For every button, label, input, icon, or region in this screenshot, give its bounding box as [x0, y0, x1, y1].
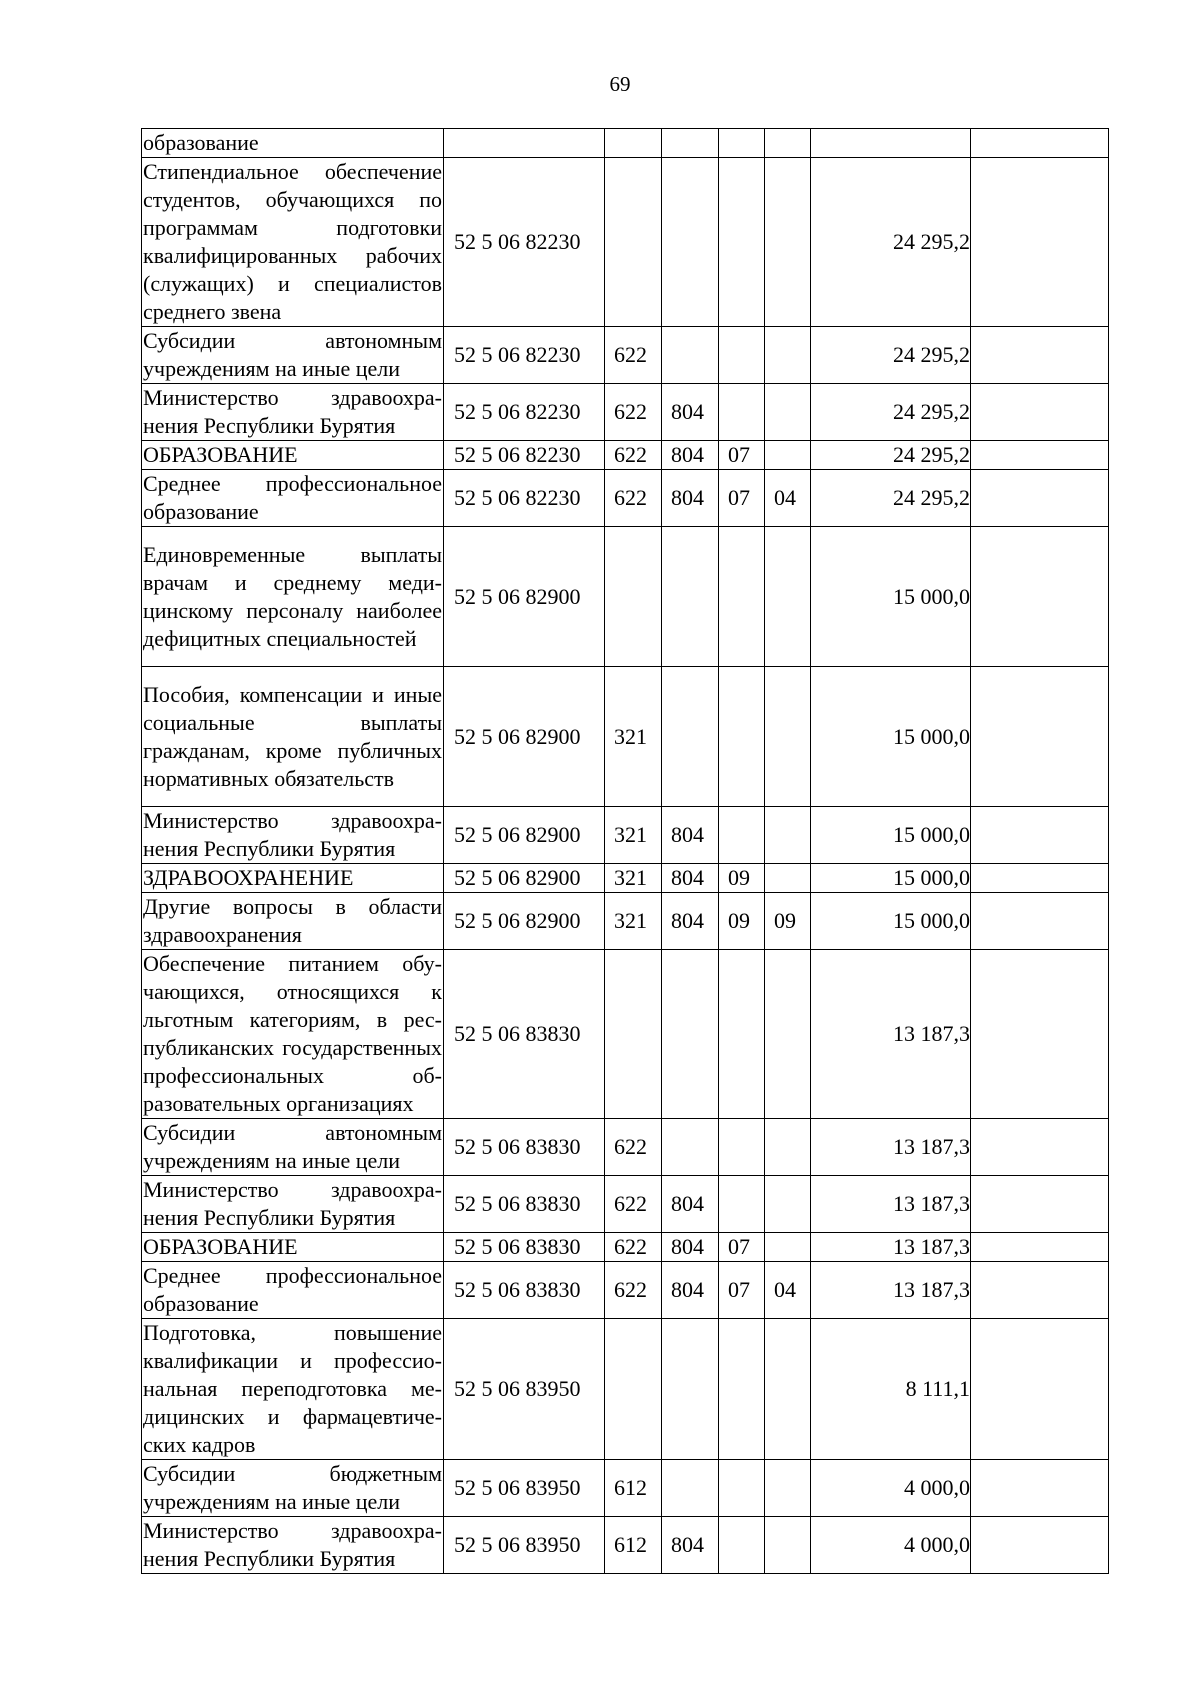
section-code-cell — [719, 1319, 765, 1460]
expense-type-code-cell — [605, 129, 662, 158]
ministry-code-cell: 804 — [662, 1176, 719, 1233]
table-row — [142, 667, 1109, 807]
subsection-code-cell — [765, 129, 811, 158]
extra-amount-cell — [971, 1233, 1109, 1262]
table-row — [142, 327, 1109, 384]
target-article-code-cell: 52 5 06 83830 — [444, 1233, 605, 1262]
target-article-code-cell: 52 5 06 82900 — [444, 807, 605, 864]
subsection-code-cell: 04 — [765, 470, 811, 527]
amount-cell — [811, 129, 971, 158]
subsection-code-cell: 09 — [765, 893, 811, 950]
section-code-cell — [719, 327, 765, 384]
table-row — [142, 1119, 1109, 1176]
ministry-code-cell — [662, 327, 719, 384]
expense-type-code-cell: 321 — [605, 864, 662, 893]
target-article-code-cell: 52 5 06 82900 — [444, 667, 605, 807]
table-row — [142, 158, 1109, 327]
table-row — [142, 1517, 1109, 1574]
ministry-code-cell — [662, 158, 719, 327]
page-number: 69 — [609, 72, 631, 96]
row-name-cell: Другие вопросы в области здравоохранения — [142, 893, 444, 950]
extra-amount-cell — [971, 1460, 1109, 1517]
amount-cell: 15 000,0 — [811, 527, 971, 667]
section-code-cell — [719, 950, 765, 1119]
extra-amount-cell — [971, 807, 1109, 864]
amount-cell: 24 295,2 — [811, 384, 971, 441]
target-article-code-cell: 52 5 06 82230 — [444, 327, 605, 384]
extra-amount-cell — [971, 470, 1109, 527]
target-article-code-cell: 52 5 06 82230 — [444, 441, 605, 470]
table-row — [142, 129, 1109, 158]
expense-type-code-cell: 622 — [605, 1233, 662, 1262]
subsection-code-cell — [765, 864, 811, 893]
table-row — [142, 470, 1109, 527]
row-name-cell: Единовременные выплаты врачам и среднему медицинскому персоналу наиболее дефицитных специальностей — [142, 527, 444, 667]
section-code-cell — [719, 527, 765, 667]
subsection-code-cell — [765, 158, 811, 327]
row-name-cell: ОБРАЗОВАНИЕ — [142, 441, 444, 470]
subsection-code-cell — [765, 667, 811, 807]
row-name-cell: Субсидии автономным учреждениям на иные цели — [142, 1119, 444, 1176]
target-article-code-cell: 52 5 06 82900 — [444, 893, 605, 950]
expense-type-code-cell: 622 — [605, 327, 662, 384]
section-code-cell — [719, 129, 765, 158]
target-article-code-cell: 52 5 06 82900 — [444, 864, 605, 893]
target-article-code-cell — [444, 129, 605, 158]
amount-cell: 8 111,1 — [811, 1319, 971, 1460]
extra-amount-cell — [971, 1517, 1109, 1574]
expense-type-code-cell: 622 — [605, 1262, 662, 1319]
expense-type-code-cell — [605, 527, 662, 667]
subsection-code-cell — [765, 1319, 811, 1460]
subsection-code-cell — [765, 1517, 811, 1574]
target-article-code-cell: 52 5 06 83950 — [444, 1517, 605, 1574]
subsection-code-cell — [765, 441, 811, 470]
expense-type-code-cell: 321 — [605, 893, 662, 950]
row-name-cell: ЗДРАВООХРАНЕНИЕ — [142, 864, 444, 893]
extra-amount-cell — [971, 441, 1109, 470]
subsection-code-cell — [765, 327, 811, 384]
target-article-code-cell: 52 5 06 83950 — [444, 1319, 605, 1460]
expense-type-code-cell — [605, 1319, 662, 1460]
table-row — [142, 1319, 1109, 1460]
section-code-cell: 09 — [719, 893, 765, 950]
target-article-code-cell: 52 5 06 83830 — [444, 1262, 605, 1319]
section-code-cell — [719, 1176, 765, 1233]
extra-amount-cell — [971, 1119, 1109, 1176]
amount-cell: 13 187,3 — [811, 1176, 971, 1233]
section-code-cell — [719, 1460, 765, 1517]
amount-cell: 15 000,0 — [811, 864, 971, 893]
ministry-code-cell — [662, 129, 719, 158]
amount-cell: 13 187,3 — [811, 1233, 971, 1262]
section-code-cell — [719, 807, 765, 864]
table-row — [142, 807, 1109, 864]
table-row — [142, 1460, 1109, 1517]
row-name-cell: Субсидии бюджетным учреждениям на иные цели — [142, 1460, 444, 1517]
ministry-code-cell: 804 — [662, 1233, 719, 1262]
expense-type-code-cell: 321 — [605, 807, 662, 864]
section-code-cell — [719, 384, 765, 441]
row-name-cell: Пособия, компенсации и иные социальные выплаты гражданам, кроме публичных нормативных обязательств — [142, 667, 444, 807]
table-row — [142, 1176, 1109, 1233]
extra-amount-cell — [971, 950, 1109, 1119]
extra-amount-cell — [971, 667, 1109, 807]
amount-cell: 13 187,3 — [811, 950, 971, 1119]
subsection-code-cell — [765, 807, 811, 864]
section-code-cell: 09 — [719, 864, 765, 893]
target-article-code-cell: 52 5 06 83950 — [444, 1460, 605, 1517]
subsection-code-cell: 04 — [765, 1262, 811, 1319]
table-row — [142, 1262, 1109, 1319]
row-name-cell: Среднее профессиональное образование — [142, 470, 444, 527]
row-name-cell: Стипендиальное обеспечение студентов, обучающихся по программам подготовки квалифицированных рабочих (служащих) и специалистов среднего звена — [142, 158, 444, 327]
ministry-code-cell — [662, 527, 719, 667]
subsection-code-cell — [765, 1233, 811, 1262]
section-code-cell — [719, 158, 765, 327]
amount-cell: 24 295,2 — [811, 158, 971, 327]
table-row — [142, 893, 1109, 950]
ministry-code-cell: 804 — [662, 470, 719, 527]
ministry-code-cell: 804 — [662, 864, 719, 893]
target-article-code-cell: 52 5 06 82230 — [444, 158, 605, 327]
expense-type-code-cell: 622 — [605, 441, 662, 470]
section-code-cell: 07 — [719, 1262, 765, 1319]
ministry-code-cell — [662, 667, 719, 807]
table-row — [142, 441, 1109, 470]
subsection-code-cell — [765, 1176, 811, 1233]
subsection-code-cell — [765, 950, 811, 1119]
ministry-code-cell: 804 — [662, 807, 719, 864]
target-article-code-cell: 52 5 06 83830 — [444, 950, 605, 1119]
ministry-code-cell: 804 — [662, 1262, 719, 1319]
subsection-code-cell — [765, 527, 811, 667]
ministry-code-cell: 804 — [662, 441, 719, 470]
budget-table-body — [142, 129, 1109, 1574]
target-article-code-cell: 52 5 06 82230 — [444, 384, 605, 441]
extra-amount-cell — [971, 1176, 1109, 1233]
ministry-code-cell — [662, 1319, 719, 1460]
target-article-code-cell: 52 5 06 83830 — [444, 1119, 605, 1176]
target-article-code-cell: 52 5 06 82900 — [444, 527, 605, 667]
extra-amount-cell — [971, 1319, 1109, 1460]
table-row — [142, 864, 1109, 893]
row-name-cell: ОБРАЗОВАНИЕ — [142, 1233, 444, 1262]
table-row — [142, 527, 1109, 667]
extra-amount-cell — [971, 893, 1109, 950]
expense-type-code-cell: 622 — [605, 384, 662, 441]
ministry-code-cell: 804 — [662, 893, 719, 950]
ministry-code-cell — [662, 1460, 719, 1517]
expense-type-code-cell: 612 — [605, 1517, 662, 1574]
extra-amount-cell — [971, 129, 1109, 158]
extra-amount-cell — [971, 527, 1109, 667]
section-code-cell: 07 — [719, 470, 765, 527]
target-article-code-cell: 52 5 06 82230 — [444, 470, 605, 527]
expense-type-code-cell: 622 — [605, 1176, 662, 1233]
row-name-cell: Субсидии автономным учреждениям на иные цели — [142, 327, 444, 384]
table-row — [142, 384, 1109, 441]
ministry-code-cell: 804 — [662, 384, 719, 441]
amount-cell: 24 295,2 — [811, 470, 971, 527]
subsection-code-cell — [765, 1460, 811, 1517]
ministry-code-cell: 804 — [662, 1517, 719, 1574]
extra-amount-cell — [971, 1262, 1109, 1319]
row-name-cell: Министерство здравоохранения Республики Бурятия — [142, 1517, 444, 1574]
extra-amount-cell — [971, 384, 1109, 441]
amount-cell: 13 187,3 — [811, 1119, 971, 1176]
amount-cell: 4 000,0 — [811, 1517, 971, 1574]
expense-type-code-cell: 612 — [605, 1460, 662, 1517]
amount-cell: 4 000,0 — [811, 1460, 971, 1517]
target-article-code-cell: 52 5 06 83830 — [444, 1176, 605, 1233]
row-name-cell: Подготовка, повышение квалификации и профессиональная переподготовка медицинских и фармацевтических кадров — [142, 1319, 444, 1460]
extra-amount-cell — [971, 864, 1109, 893]
table-row — [142, 1233, 1109, 1262]
extra-amount-cell — [971, 158, 1109, 327]
expense-type-code-cell: 622 — [605, 1119, 662, 1176]
expense-type-code-cell — [605, 158, 662, 327]
amount-cell: 15 000,0 — [811, 667, 971, 807]
amount-cell: 13 187,3 — [811, 1262, 971, 1319]
section-code-cell: 07 — [719, 1233, 765, 1262]
extra-amount-cell — [971, 327, 1109, 384]
row-name-cell: Среднее профессиональное образование — [142, 1262, 444, 1319]
ministry-code-cell — [662, 950, 719, 1119]
section-code-cell — [719, 1517, 765, 1574]
amount-cell: 15 000,0 — [811, 807, 971, 864]
budget-table — [141, 128, 1109, 1574]
section-code-cell — [719, 667, 765, 807]
table-row — [142, 950, 1109, 1119]
ministry-code-cell — [662, 1119, 719, 1176]
row-name-cell: Обеспечение питанием обучающихся, относящихся к льготным категориям, в республиканских государственных профессиональных образовательных организациях — [142, 950, 444, 1119]
row-name-cell: Министерство здравоохранения Республики Бурятия — [142, 1176, 444, 1233]
expense-type-code-cell: 622 — [605, 470, 662, 527]
row-name-cell: Министерство здравоохранения Республики Бурятия — [142, 384, 444, 441]
subsection-code-cell — [765, 1119, 811, 1176]
row-name-cell: Министерство здравоохранения Республики Бурятия — [142, 807, 444, 864]
amount-cell: 15 000,0 — [811, 893, 971, 950]
amount-cell: 24 295,2 — [811, 327, 971, 384]
expense-type-code-cell — [605, 950, 662, 1119]
expense-type-code-cell: 321 — [605, 667, 662, 807]
section-code-cell: 07 — [719, 441, 765, 470]
amount-cell: 24 295,2 — [811, 441, 971, 470]
subsection-code-cell — [765, 384, 811, 441]
row-name-cell: образование — [142, 129, 444, 158]
section-code-cell — [719, 1119, 765, 1176]
